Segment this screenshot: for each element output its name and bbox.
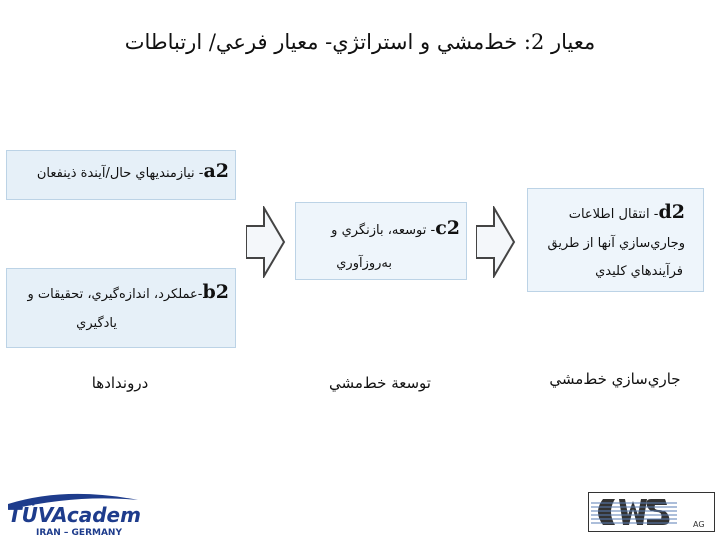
slide-title: معيار 2: خط‌مشي و استراتژي- معيار فرعي/ ارتباطات [124,30,596,54]
box-d2-line1: - انتقال اطلاعات [568,207,659,222]
box-d2-code: d2 [658,201,685,223]
label-inputs: دروندادها [91,374,149,392]
box-a2 [6,150,236,200]
box-c2-line1: - توسعه، بازنگري و [331,223,436,238]
box-a2-text: - نيازمنديهاي حال/آيندة ذينفعان [36,166,204,181]
box-b2-line1: -عملكرد، اندازه‌گيري، تحقيقات و [27,287,203,302]
box-d2-line2: وجاري‌سازي آنها از طريق [547,236,685,251]
box-c2-code: c2 [435,217,460,239]
box-d2-line3: فرآيندهاي كليدي [595,264,683,279]
label-policy-deployment: جاري‌سازي خط‌مشي [549,370,681,388]
arrow-right-icon [246,206,286,278]
box-d2 [527,188,704,292]
tuv-academy-logo [6,490,141,538]
cms-logo-ag-text: AG [693,520,705,529]
tuv-logo-sub-text: IRAN – GERMANY [36,528,122,538]
box-b2-line2: يادگيري [76,316,117,331]
tuv-logo-main-text: TÜVAcademy [8,503,141,527]
box-a2-code: a2 [203,160,229,182]
box-b2-code: b2 [202,281,229,303]
box-c2-line2: به‌روزآوري [336,256,392,271]
box-b2 [6,268,236,348]
cms-logo [588,492,715,532]
arrow-right-icon [476,206,516,278]
box-c2 [295,202,467,280]
label-policy-development: توسعة خط‌مشي [329,374,431,392]
